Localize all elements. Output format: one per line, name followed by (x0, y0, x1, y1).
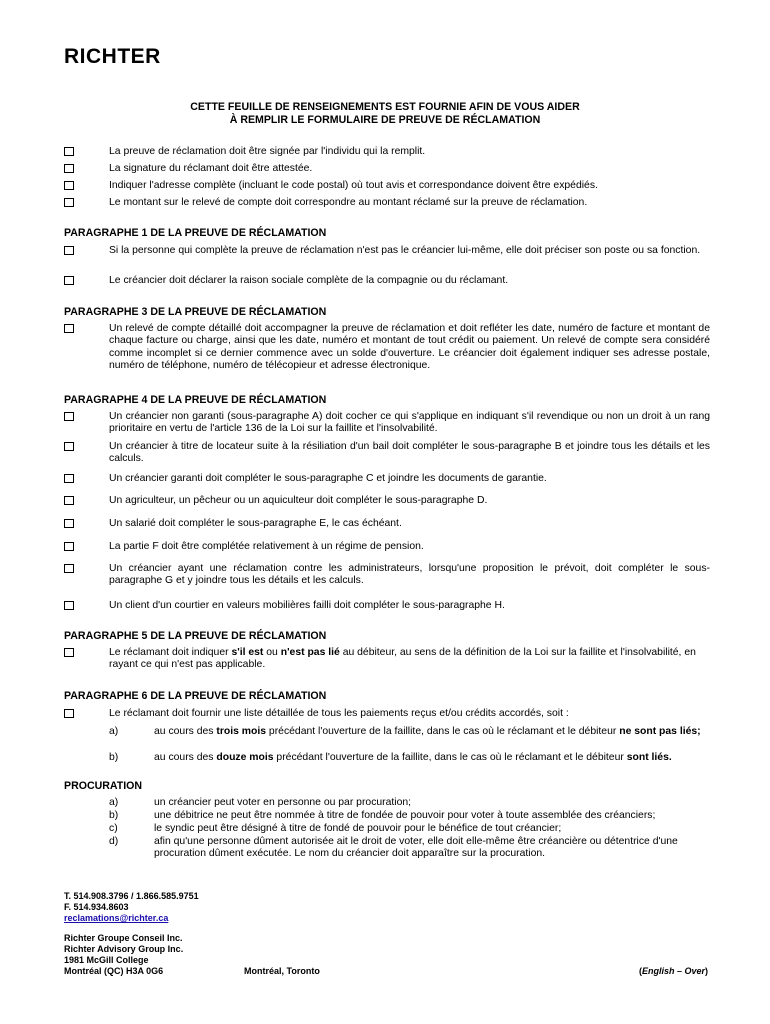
checkbox[interactable] (64, 496, 74, 505)
checklist-item: Le créancier doit déclarer la raison sociale complète de la compagnie ou du réclamant. (64, 275, 710, 287)
section-title-p4: PARAGRAPHE 4 DE LA PREUVE DE RÉCLAMATION (64, 394, 327, 406)
checklist-item: Un créancier ayant une réclamation contre les administrateurs, lorsqu'une proposition le prévoit, doit compléter le sous-paragraphe G et y joindre tous les détails et les calculs. (64, 563, 710, 588)
checklist-item: Un salarié doit compléter le sous-paragraphe E, le cas échéant. (64, 518, 710, 530)
checklist-item: La signature du réclamant doit être attestée. (64, 163, 710, 175)
checklist-item: Un créancier à titre de locateur suite à la résiliation d'un bail doit compléter le sous-paragraphe B et joindre tous les détails et les calculs. (64, 441, 710, 466)
list-item: a) au cours des trois mois précédant l'ouverture de la faillite, dans le cas où le réclamant et le débiteur ne sont pas liés; (109, 726, 701, 737)
list-item: a) un créancier peut voter en personne ou par procuration; (109, 797, 412, 808)
footer-contact (64, 891, 199, 924)
section-title-p1: PARAGRAPHE 1 DE LA PREUVE DE RÉCLAMATION (64, 227, 327, 239)
list-item: b) au cours des douze mois précédant l'ouverture de la faillite, dans le cas où le réclamant et le débiteur sont liés. (109, 752, 672, 763)
checkbox[interactable] (64, 147, 74, 156)
page-title (60, 101, 710, 127)
checklist-item: Un créancier non garanti (sous-paragraphe A) doit cocher ce qui s'applique en indiquant s'il revendique ou non un droit à un rang prioritaire en vertu de l'article 136 de la Loi sur la faillite et l'insolvabilité. (64, 411, 710, 436)
phone: T. 514.908.3796 / 1.866.585.9751 (64, 891, 199, 901)
title-line-1: CETTE FEUILLE DE RENSEIGNEMENTS EST FOURNIE AFIN DE VOUS AIDER (190, 101, 580, 113)
checklist-item: Le montant sur le relevé de compte doit correspondre au montant réclamé sur la preuve de réclamation. (64, 197, 710, 209)
company-name-fr: Richter Groupe Conseil Inc. (64, 933, 183, 943)
checklist-item: Un client d'un courtier en valeurs mobilières failli doit compléter le sous-paragraphe H. (64, 600, 710, 612)
checklist-item: Indiquer l'adresse complète (incluant le code postal) où tout avis et correspondance doivent être expédiés. (64, 180, 710, 192)
section-title-p6: PARAGRAPHE 6 DE LA PREUVE DE RÉCLAMATION (64, 690, 327, 702)
richter-logo: RICHTER (64, 45, 161, 68)
checkbox[interactable] (64, 709, 74, 718)
language-note: (English – Over) (638, 966, 708, 976)
footer-cities: Montréal, Toronto (244, 966, 320, 976)
checklist-item: Un créancier garanti doit compléter le sous-paragraphe C et joindre les documents de garantie. (64, 473, 710, 485)
checklist-item: La partie F doit être complétée relativement à un régime de pension. (64, 541, 710, 553)
checkbox[interactable] (64, 181, 74, 190)
company-name-en: Richter Advisory Group Inc. (64, 943, 184, 954)
checkbox[interactable] (64, 542, 74, 551)
checkbox[interactable] (64, 564, 74, 573)
checkbox[interactable] (64, 412, 74, 421)
checkbox[interactable] (64, 324, 74, 333)
checkbox[interactable] (64, 519, 74, 528)
checklist-item: Le réclamant doit fournir une liste détaillée de tous les paiements reçus et/ou crédits accordés, soit : (64, 708, 710, 720)
checkbox[interactable] (64, 648, 74, 657)
checkbox[interactable] (64, 474, 74, 483)
checklist-item: La preuve de réclamation doit être signée par l'individu qui la remplit. (64, 146, 710, 158)
fax: F. 514.934.8603 (64, 901, 129, 912)
section-title-p5: PARAGRAPHE 5 DE LA PREUVE DE RÉCLAMATION (64, 630, 327, 642)
footer-address (64, 933, 183, 977)
checklist-item: Si la personne qui complète la preuve de réclamation n'est pas le créancier lui-même, elle doit préciser son poste ou sa fonction. (64, 245, 710, 257)
section-title-p3: PARAGRAPHE 3 DE LA PREUVE DE RÉCLAMATION (64, 306, 327, 318)
checklist-item: Un agriculteur, un pêcheur ou un aquiculteur doit compléter le sous-paragraphe D. (64, 495, 710, 507)
section-title-procuration: PROCURATION (64, 780, 143, 792)
list-item: c) le syndic peut être désigné à titre de fondé de pouvoir pour le bénéfice de tout créancier; (109, 823, 562, 834)
checkbox[interactable] (64, 442, 74, 451)
checklist-item: Le réclamant doit indiquer s'il est ou n'est pas lié au débiteur, au sens de la définition de la Loi sur la faillite et l'insolvabilité, en rayant ce qui n'est pas applicable. (64, 647, 710, 672)
checkbox[interactable] (64, 601, 74, 610)
list-item: b) une débitrice ne peut être nommée à titre de fondée de pouvoir pour voter à toute assemblée des créanciers; (109, 810, 656, 821)
title-line-2: À REMPLIR LE FORMULAIRE DE PREUVE DE RÉCLAMATION (229, 114, 541, 127)
checkbox[interactable] (64, 164, 74, 173)
list-item: d) afin qu'une personne dûment autorisée ait le droit de voter, elle doit elle-même être créancière ou détentrice d'une procuration dûment exécutée. Le nom du créancier doit apparaître sur la procuration. (109, 836, 678, 860)
city-postal: Montréal (QC) H3A 0G6 (64, 965, 164, 976)
checkbox[interactable] (64, 246, 74, 255)
checkbox[interactable] (64, 276, 74, 285)
checkbox[interactable] (64, 198, 74, 207)
checklist-item: Un relevé de compte détaillé doit accompagner la preuve de réclamation et doit refléter les date, numéro de facture et montant de chaque facture ou charge, ainsi que les date, numéro et montant de tout crédit ou paiement. Un relevé de compte sera considéré comme incomplet si ce dernier commence avec un solde d'ouverture. Le créancier doit également indiquer ses adresse postale, numéro de téléphone, numéro de télécopieur et adresse électronique. (64, 323, 710, 373)
email-link[interactable]: reclamations@richter.ca (64, 912, 169, 923)
street-address: 1981 McGill College (64, 954, 149, 965)
